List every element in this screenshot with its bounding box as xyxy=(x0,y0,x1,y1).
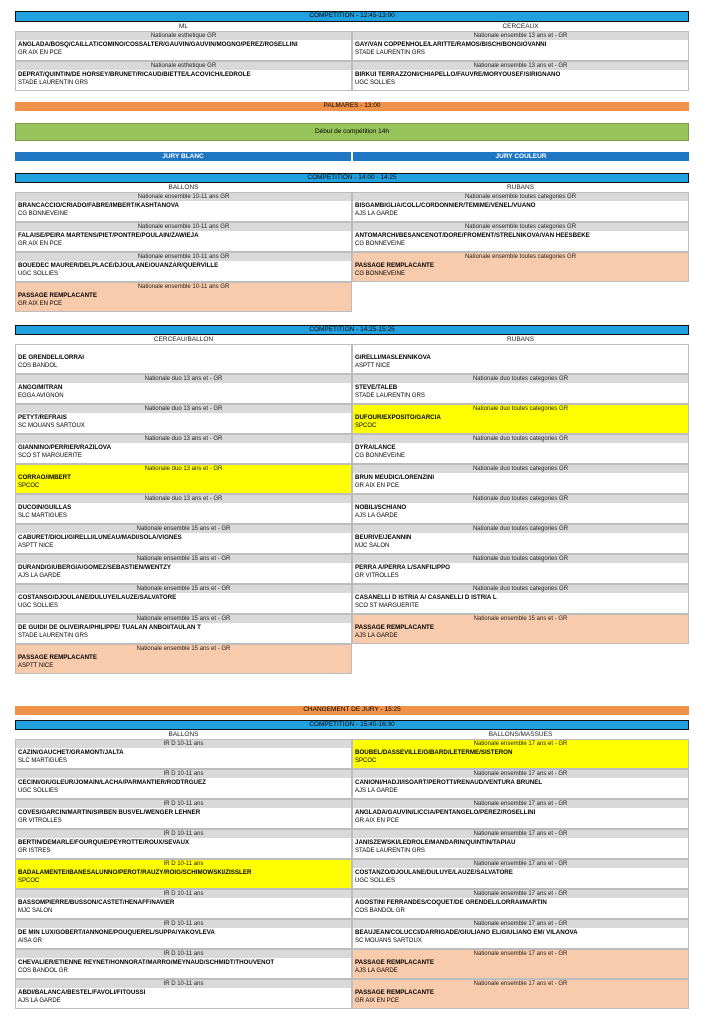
entry-names: COSTANZO/DJOULANE/DULUYE/LAUZE/SALVATORE xyxy=(355,869,513,876)
entry-category: Nationale ensemble 17 ans et - GR xyxy=(353,920,688,928)
section1-right-header: CERCEAUX xyxy=(502,23,539,30)
entry-names: BADALAMENTE/IBANESALUNNO/PEROT/RAUZY/ROIG/SCHIMOWSKI/ZISSLER xyxy=(18,869,252,876)
entry-names: STEVE/TALEB xyxy=(355,384,398,391)
entry-names: BERTIN/DEMARLE/FOURQUIE/PEYROTTE/ROUX/SEVAUX xyxy=(18,839,190,846)
entry-club: SC MOUANS SARTOUX xyxy=(18,423,85,429)
entry-names: BEURIVE/JEANNIN xyxy=(355,534,412,541)
entry-cell xyxy=(15,494,352,524)
entry-club: STADE LAURENTIN GRS xyxy=(355,50,425,56)
entry-category: IR D 10-11 ans xyxy=(16,860,351,868)
changement-bar: CHANGEMENT DE JURY - 15:25 xyxy=(15,706,689,715)
entry-category: Nationale ensemble 17 ans et - GR xyxy=(353,980,688,988)
entry-names: PASSAGE REMPLACANTE xyxy=(355,262,434,269)
entry-club: SPCOC xyxy=(355,423,377,429)
section4-title: COMPETITION - 15:40-16:30 xyxy=(15,720,689,730)
entry-names: BIRKUI TERRAZZONI/CHIAPELLO/FAUVRE/MORYOUSEF/SIRIGNANO xyxy=(355,71,561,78)
entry-club: GR AIX EN PCE xyxy=(355,818,400,824)
entry-club: COS BANDOL xyxy=(18,363,58,369)
entry-category: Nationale ensemble 17 ans et - GR xyxy=(353,950,688,958)
entry-cell xyxy=(15,554,352,584)
section1-left-header: ML xyxy=(178,23,189,30)
entry-club: GR AIX EN PCE xyxy=(18,50,63,56)
entry-names: BOUEDEC MAURER/DELPLACE/DJOULANE/OUANZAR/QUERVILLE xyxy=(18,262,219,269)
entry-category: Nationale ensemble 10-11 ans GR xyxy=(16,223,351,231)
entry-category: Nationale duo 13 ans et - GR xyxy=(16,435,351,443)
entry-cell xyxy=(15,464,352,494)
entry-category: IR D 10-11 ans xyxy=(16,770,351,778)
entry-category: Nationale duo toutes categories GR xyxy=(353,495,688,503)
entry-cell xyxy=(15,739,352,769)
entry-names: GIRELLI/MASLENNIKOVA xyxy=(355,354,431,361)
entry-club: GR VITROLLES xyxy=(18,818,62,824)
entry-club: SLC MARTIGUES xyxy=(18,513,67,519)
entry-club: UGC SOLLIES xyxy=(355,878,396,884)
entry-cell xyxy=(352,434,689,464)
entry-club: SPCOC xyxy=(355,758,377,764)
entry-cell xyxy=(352,31,689,61)
entry-club: GR AIX EN PCE xyxy=(18,241,63,247)
entry-category xyxy=(353,345,688,353)
entry-club: AJS LA GARDE xyxy=(355,633,398,639)
entry-category: Nationale ensemble 17 ans et - GR xyxy=(353,800,688,808)
entry-names: AGOSTINI FERRANDES/COQUET/DE GRENDEL/LORRAI/MARTIN xyxy=(355,899,547,906)
entry-names: COVES/GARCIN/MARTIN/SIRBEN BUSVEL/WENGER LEHNER xyxy=(18,809,201,816)
entry-cell xyxy=(15,644,352,674)
entry-club: AJS LA GARDE xyxy=(355,211,398,217)
entry-cell xyxy=(352,524,689,554)
entry-category: IR D 10-11 ans xyxy=(16,890,351,898)
entry-category: Nationale esthetique GR xyxy=(16,62,351,70)
entry-cell xyxy=(15,61,352,91)
section2-title: COMPETITION - 14:00 - 14:25 xyxy=(15,173,689,183)
entry-category: Nationale ensemble 15 ans et - GR xyxy=(16,615,351,623)
entry-club: SCO ST MARGUERITE xyxy=(18,453,82,459)
entry-category: Nationale duo toutes categories GR xyxy=(353,585,688,593)
entry-cell xyxy=(15,799,352,829)
entry-category: IR D 10-11 ans xyxy=(16,950,351,958)
entry-cell xyxy=(15,979,352,1009)
entry-category: Nationale ensemble 17 ans et - GR xyxy=(353,770,688,778)
entry-cell xyxy=(352,554,689,584)
entry-cell xyxy=(15,404,352,434)
jury-blanc-header: JURY BLANC xyxy=(15,152,351,161)
entry-names: CANIONI/HADJI/ISOART/PEROTTI/RENAUD/VENTURA BRUNEL xyxy=(355,779,543,786)
section1 xyxy=(15,22,689,94)
entry-category: Nationale duo 13 ans et - GR xyxy=(16,375,351,383)
section4 xyxy=(15,730,689,1020)
entry-names: GIANNINO/PERRIER/RAZILOVA xyxy=(18,444,112,451)
entry-names: GAY/VAN COPPENHOLE/LARITTE/RAMOS/BISCH/BONGIOVANNI xyxy=(355,41,547,48)
entry-category: Nationale ensemble 15 ans et - GR xyxy=(16,525,351,533)
entry-names: BASSOMPIERRE/BUSSON/CASTET/HENAFF/NAVIER xyxy=(18,899,175,906)
entry-club: COS BANDOL GR xyxy=(18,968,68,974)
entry-club: STADE LAURENTIN GRS xyxy=(18,80,88,86)
entry-cell xyxy=(352,494,689,524)
entry-category: Nationale ensemble 17 ans et - GR xyxy=(353,860,688,868)
entry-names: BRUN MEUDIC/LORENZINI xyxy=(355,474,435,481)
entry-names: BEAUJEAN/COLUCCI/DARRIGADE/GIULIANO EL/GIULIANO EM/ VILANOVA xyxy=(355,929,578,936)
entry-category: IR D 10-11 ans xyxy=(16,980,351,988)
entry-club: AJS LA GARDE xyxy=(355,788,398,794)
entry-names: DUCOIN/GUILLAS xyxy=(18,504,72,511)
entry-names: CASANELLI D ISTRIA A/ CASANELLI D ISTRIA L xyxy=(355,594,497,601)
entry-category: Nationale ensemble 10-11 ans GR xyxy=(16,193,351,201)
entry-cell xyxy=(15,374,352,404)
entry-names: ANGLADA/GAUVIN/LICCIA/PENTANGELO/PEREZ/ROSELLINI xyxy=(355,809,536,816)
entry-club: COS BANDOL GR xyxy=(355,908,405,914)
entry-category: Nationale ensemble toutes categories GR xyxy=(353,223,688,231)
entry-names: CABURET/DIOLI/GIRELLI/LUNEAU/MADI/SOLA/VIGNES xyxy=(18,534,182,541)
entry-category: Nationale ensemble 13 ans et - GR xyxy=(353,32,688,40)
entry-category: Nationale ensemble 10-11 ans GR xyxy=(16,253,351,261)
entry-category: Nationale ensemble 15 ans et - GR xyxy=(353,615,688,623)
entry-cell xyxy=(352,222,689,252)
entry-club: STADE LAURENTIN GRS xyxy=(355,848,425,854)
entry-cell xyxy=(352,584,689,614)
section3 xyxy=(15,335,689,685)
entry-club: UGC SOLLIES xyxy=(18,788,59,794)
entry-cell xyxy=(352,829,689,859)
entry-cell xyxy=(352,799,689,829)
entry-names: JANISZEWSKI/LEDROLE/MANDARIN/QUINTIN/TAPIAU xyxy=(355,839,516,846)
entry-club: CG BONNEVEINE xyxy=(355,453,406,459)
entry-club: STADE LAURENTIN GRS xyxy=(355,393,425,399)
entry-names: PASSAGE REMPLACANTE xyxy=(18,654,97,661)
entry-club: GR AIX EN PCE xyxy=(18,301,63,307)
entry-names: PERRA A/PERRA L/SANFILIPPO xyxy=(355,564,450,571)
entry-names: DE MIN LUX/GOBERT/IANNONE/POUQUEREL/SUPPA/YAKOVLEVA xyxy=(18,929,215,936)
entry-cell xyxy=(15,252,352,282)
entry-cell xyxy=(352,192,689,222)
entry-category xyxy=(16,345,351,353)
section3-title: COMPETITION - 14:25-15:25 xyxy=(15,325,689,335)
entry-category: Nationale ensemble toutes categories GR xyxy=(353,193,688,201)
entry-cell xyxy=(15,859,352,889)
entry-category: Nationale ensemble 17 ans et - GR xyxy=(353,890,688,898)
jury-couleur-header: JURY COULEUR xyxy=(353,152,689,161)
entry-names: BOUBEL/DASSEVILLE/GIBARD/LETERME/SISTERON xyxy=(355,749,513,756)
entry-cell xyxy=(15,889,352,919)
entry-names: CHEVALIER/ETIENNE REYNET/HONNORAT/MARRO/MEYNAUD/SCHMIDT/THOUVENOT xyxy=(18,959,275,966)
entry-category: Nationale duo toutes categories GR xyxy=(353,525,688,533)
entry-category: Nationale ensemble 17 ans et - GR xyxy=(353,830,688,838)
section2 xyxy=(15,183,689,315)
entry-category: Nationale duo toutes categories GR xyxy=(353,465,688,473)
section1-title: COMPETITION - 12:45-13:00 xyxy=(15,11,689,22)
entry-club: GR AIX EN PCE xyxy=(355,998,400,1004)
entry-club: AJS LA GARDE xyxy=(355,513,398,519)
entry-club: AJS LA GARDE xyxy=(355,968,398,974)
entry-cell xyxy=(352,344,689,374)
entry-names: BISGAMBIGLIA/COLL/CORDONNIER/TEMIME/VENEL/VUANO xyxy=(355,202,536,209)
entry-club: ASPTT NICE xyxy=(18,543,54,549)
entry-names: PASSAGE REMPLACANTE xyxy=(18,292,97,299)
entry-category: Nationale duo toutes categories GR xyxy=(353,405,688,413)
entry-category: Nationale ensemble 15 ans et - GR xyxy=(16,555,351,563)
entry-cell xyxy=(352,252,689,282)
section3-right-header: RUBANS xyxy=(506,336,535,343)
entry-names: CECINI/GIUGLEUR/JOMAIN/LACHA/PARMANTIER/RODTRGUEZ xyxy=(18,779,206,786)
entry-club: UGC SOLLIES xyxy=(18,603,59,609)
entry-cell xyxy=(352,61,689,91)
entry-names: PASSAGE REMPLACANTE xyxy=(355,989,434,996)
entry-cell xyxy=(15,282,352,312)
entry-category: Nationale ensemble toutes categories GR xyxy=(353,253,688,261)
entry-cell xyxy=(352,404,689,434)
entry-names: DURAND/GIUBERGIA/GOMEZ/SEBASTIEN/WENTZY xyxy=(18,564,171,571)
entry-names: ANTOMARCHI/BESANCENOT/DORE/FROMENT/STRELNIKOVA/VAN HEESBEKE xyxy=(355,232,590,239)
entry-category: Nationale ensemble 17 ans et - GR xyxy=(353,740,688,748)
entry-cell xyxy=(15,614,352,644)
entry-club: UGC SOLLIES xyxy=(18,271,59,277)
entry-cell xyxy=(15,434,352,464)
entry-club: MJC SALON xyxy=(355,543,390,549)
entry-category: Nationale ensemble 15 ans et - GR xyxy=(16,645,351,653)
entry-cell xyxy=(15,949,352,979)
debut-bar: Début de compétition 14h xyxy=(15,123,689,141)
entry-club: GR ISTRES xyxy=(18,848,51,854)
entry-club: ASPTT NICE xyxy=(18,663,54,669)
entry-category: Nationale duo 13 ans et - GR xyxy=(16,465,351,473)
entry-cell xyxy=(352,769,689,799)
entry-club: SCO ST MARGUERITE xyxy=(355,603,419,609)
entry-category: Nationale duo 13 ans et - GR xyxy=(16,495,351,503)
entry-cell xyxy=(352,979,689,1009)
entry-cell xyxy=(15,31,352,61)
entry-names: CORRAO/IMBERT xyxy=(18,474,71,481)
entry-names: DE GRENDEL/LORRAI xyxy=(18,354,85,361)
section4-right-header: BALLONS/MASSUES xyxy=(488,731,553,738)
entry-names: DE GUIDI/ DE OLIVEIRA/PHILIPPE/ TUALAN ANBOI/TAULAN T xyxy=(18,624,201,631)
entry-cell xyxy=(352,464,689,494)
entry-club: CG BONNEVEINE xyxy=(18,211,69,217)
entry-names: ANGLADA/BOSQ/CAILLAT/COMINO/COSSALTER/GAUVIN/GAUVIN/MOGNO/PEREZ/ROSELLINI xyxy=(18,41,298,48)
entry-names: NOBILI/SCHIANO xyxy=(355,504,407,511)
entry-category: Nationale esthetique GR xyxy=(16,32,351,40)
section2-right-header: RUBANS xyxy=(506,184,535,191)
entry-cell xyxy=(15,524,352,554)
entry-cell xyxy=(352,614,689,644)
section2-left-header: BALLONS xyxy=(168,184,199,191)
entry-cell xyxy=(352,739,689,769)
entry-club: SPCOC xyxy=(18,483,40,489)
entry-cell xyxy=(15,222,352,252)
entry-cell xyxy=(15,919,352,949)
entry-club: STADE LAURENTIN GRS xyxy=(18,633,88,639)
entry-cell xyxy=(15,829,352,859)
entry-names: ANGO/MITRAN xyxy=(18,384,63,391)
entry-cell xyxy=(352,949,689,979)
section3-left-header: CERCEAU/BALLON xyxy=(153,336,214,343)
entry-names: DYRA/LANCE xyxy=(355,444,396,451)
entry-club: GR VITROLLES xyxy=(355,573,399,579)
entry-cell xyxy=(352,374,689,404)
entry-category: IR D 10-11 ans xyxy=(16,920,351,928)
entry-club: UGC SOLLIES xyxy=(355,80,396,86)
entry-club: AJS LA GARDE xyxy=(18,573,61,579)
entry-category: Nationale duo toutes categories GR xyxy=(353,375,688,383)
entry-category: Nationale ensemble 13 ans et - GR xyxy=(353,62,688,70)
entry-names: PETYT/REFRAIS xyxy=(18,414,67,421)
entry-club: CG BONNEVEINE xyxy=(355,241,406,247)
entry-club: AISA GR xyxy=(18,938,43,944)
entry-cell xyxy=(15,584,352,614)
entry-club: ASPTT NICE xyxy=(355,363,391,369)
palmares-bar: PALMARES - 13:00 xyxy=(15,102,689,111)
entry-names: DEPRAT/QUINTIN/DE HORSEY/BRUNET/RICAUD/BIETTE/LACOVICH/LEDROLE xyxy=(18,71,251,78)
entry-cell xyxy=(352,889,689,919)
entry-category: Nationale duo 13 ans et - GR xyxy=(16,405,351,413)
entry-cell xyxy=(15,192,352,222)
entry-category: IR D 10-11 ans xyxy=(16,800,351,808)
entry-category: Nationale duo toutes categories GR xyxy=(353,435,688,443)
entry-names: BRANCACCIO/CRIADO/FABRE/IMBERT/KASHTANOVA xyxy=(18,202,179,209)
entry-names: CAZIN/GAUCHET/GRAMONT/JALTA xyxy=(18,749,124,756)
entry-cell xyxy=(352,919,689,949)
entry-club: SLC MARTIGUES xyxy=(18,758,67,764)
entry-names: PASSAGE REMPLACANTE xyxy=(355,624,434,631)
entry-category: Nationale duo toutes categories GR xyxy=(353,555,688,563)
entry-club: AJS LA GARDE xyxy=(18,998,61,1004)
entry-names: COSTANSO/DJOULANE/DULUYE/LAUZE/SALVATORE xyxy=(18,594,177,601)
entry-category: IR D 10-11 ans xyxy=(16,830,351,838)
entry-names: FALAISE/PEIRA MARTENS/PIET/PONTRE/POULAIN/ZAWIEJA xyxy=(18,232,199,239)
entry-category: Nationale ensemble 15 ans et - GR xyxy=(16,585,351,593)
entry-cell xyxy=(15,769,352,799)
entry-names: ABDI/BALANCA/BESTEL/FAVOLI/FITOUSSI xyxy=(18,989,146,996)
entry-category: Nationale ensemble 10-11 ans GR xyxy=(16,283,351,291)
entry-club: EGGA AVIGNON xyxy=(18,393,64,399)
entry-club: MJC SALON xyxy=(18,908,53,914)
section4-left-header: BALLONS xyxy=(168,731,199,738)
entry-names: DUFOUR/EXPOSITO/GARCIA xyxy=(355,414,441,421)
entry-cell xyxy=(15,344,352,374)
entry-club: SC MOUANS SARTOUX xyxy=(355,938,422,944)
entry-club: CG BONNEVEINE xyxy=(355,271,406,277)
entry-category: IR D 10-11 ans xyxy=(16,740,351,748)
entry-cell xyxy=(352,859,689,889)
entry-club: GR AIX EN PCE xyxy=(355,483,400,489)
entry-club: SPCOC xyxy=(18,878,40,884)
entry-names: PASSAGE REMPLACANTE xyxy=(355,959,434,966)
